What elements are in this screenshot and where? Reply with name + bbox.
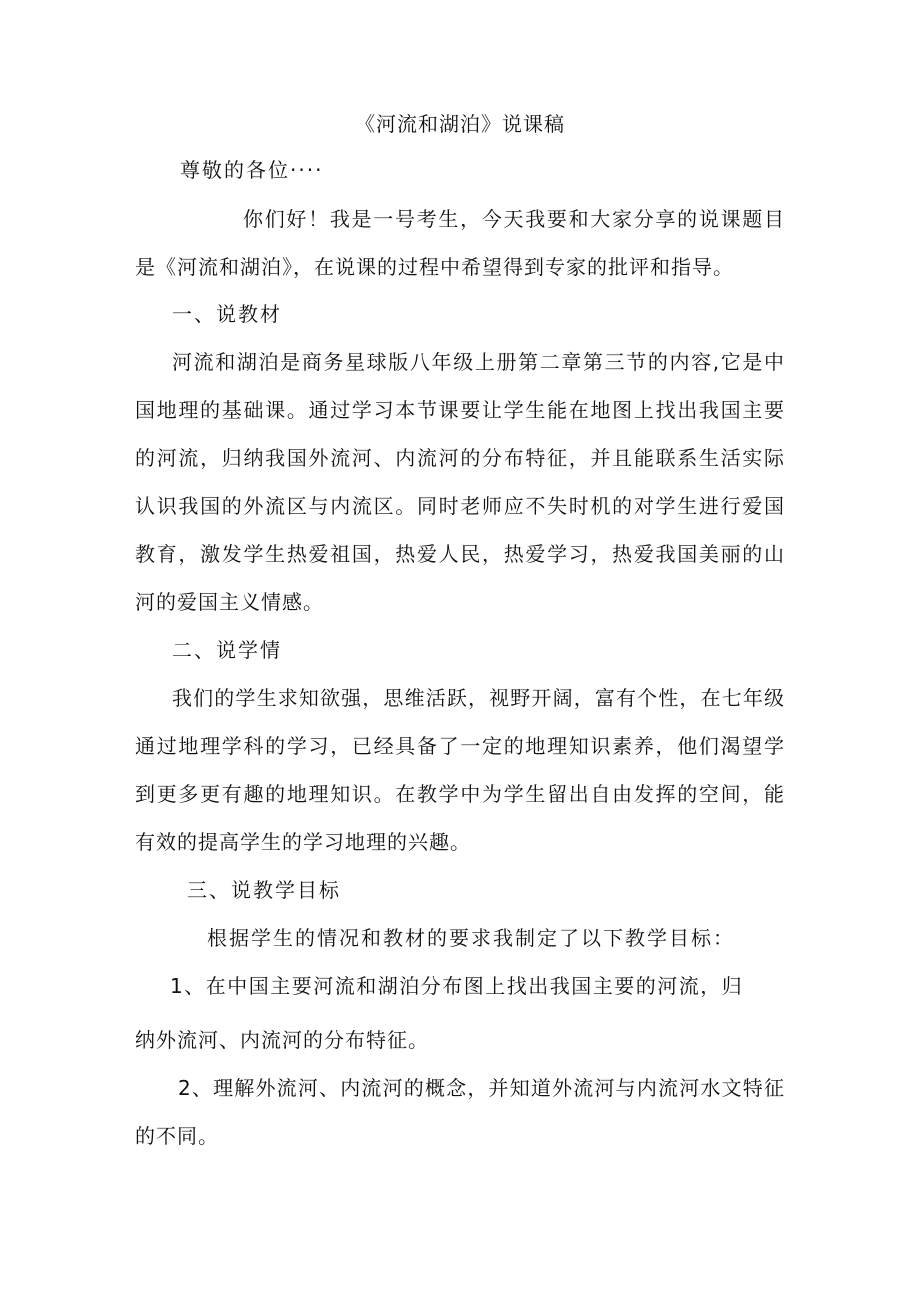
goal1-line-2: 纳外流河、内流河的分布特征。 — [135, 1028, 429, 1052]
section2-line-2: 通过地理学科的学习，已经具备了一定的地理知识素养，他们渴望学 — [135, 734, 785, 758]
section1-line-1: 河流和湖泊是商务星球版八年级上册第二章第三节的内容,它是中 — [172, 350, 785, 374]
section2-line-1: 我们的学生求知欲强，思维活跃，视野开阔，富有个性，在七年级 — [172, 686, 785, 710]
section2-line-3: 到更多更有趣的地理知识。在教学中为学生留出自由发挥的空间，能 — [135, 782, 785, 806]
document-title: 《河流和湖泊》说课稿 — [355, 112, 565, 136]
goal2-line-1: 2、理解外流河、内流河的概念，并知道外流河与内流河水文特征 — [178, 1076, 785, 1100]
section-heading-students: 二、说学情 — [172, 638, 282, 662]
goal1-line-1: 1、在中国主要河流和湖泊分布图上找出我国主要的河流，归 — [170, 974, 744, 998]
section1-line-3: 的河流，归纳我国外流河、内流河的分布特征，并且能联系生活实际 — [135, 446, 785, 470]
intro-line-1: 你们好！我是一号考生，今天我要和大家分享的说课题目 — [243, 207, 785, 231]
objectives-intro: 根据学生的情况和教材的要求我制定了以下教学目标： — [207, 926, 735, 950]
goal2-line-2: 的不同。 — [135, 1124, 219, 1148]
greeting: 尊敬的各位···· — [180, 158, 324, 182]
section-heading-textbook: 一、说教材 — [172, 302, 282, 326]
intro-line-2: 是《河流和湖泊》，在说课的过程中希望得到专家的批评和指导。 — [135, 255, 734, 279]
section1-line-5: 教育，激发学生热爱祖国，热爱人民，热爱学习，热爱我国美丽的山 — [135, 542, 785, 566]
section1-line-2: 国地理的基础课。通过学习本节课要让学生能在地图上找出我国主要 — [135, 398, 785, 422]
section1-line-6: 河的爱国主义情感。 — [135, 590, 324, 614]
section2-line-4: 有效的提高学生的学习地理的兴趣。 — [135, 830, 471, 854]
section-heading-objectives: 三、说教学目标 — [187, 878, 341, 902]
section1-line-4: 认识我国的外流区与内流区。同时老师应不失时机的对学生进行爱国 — [135, 494, 785, 518]
